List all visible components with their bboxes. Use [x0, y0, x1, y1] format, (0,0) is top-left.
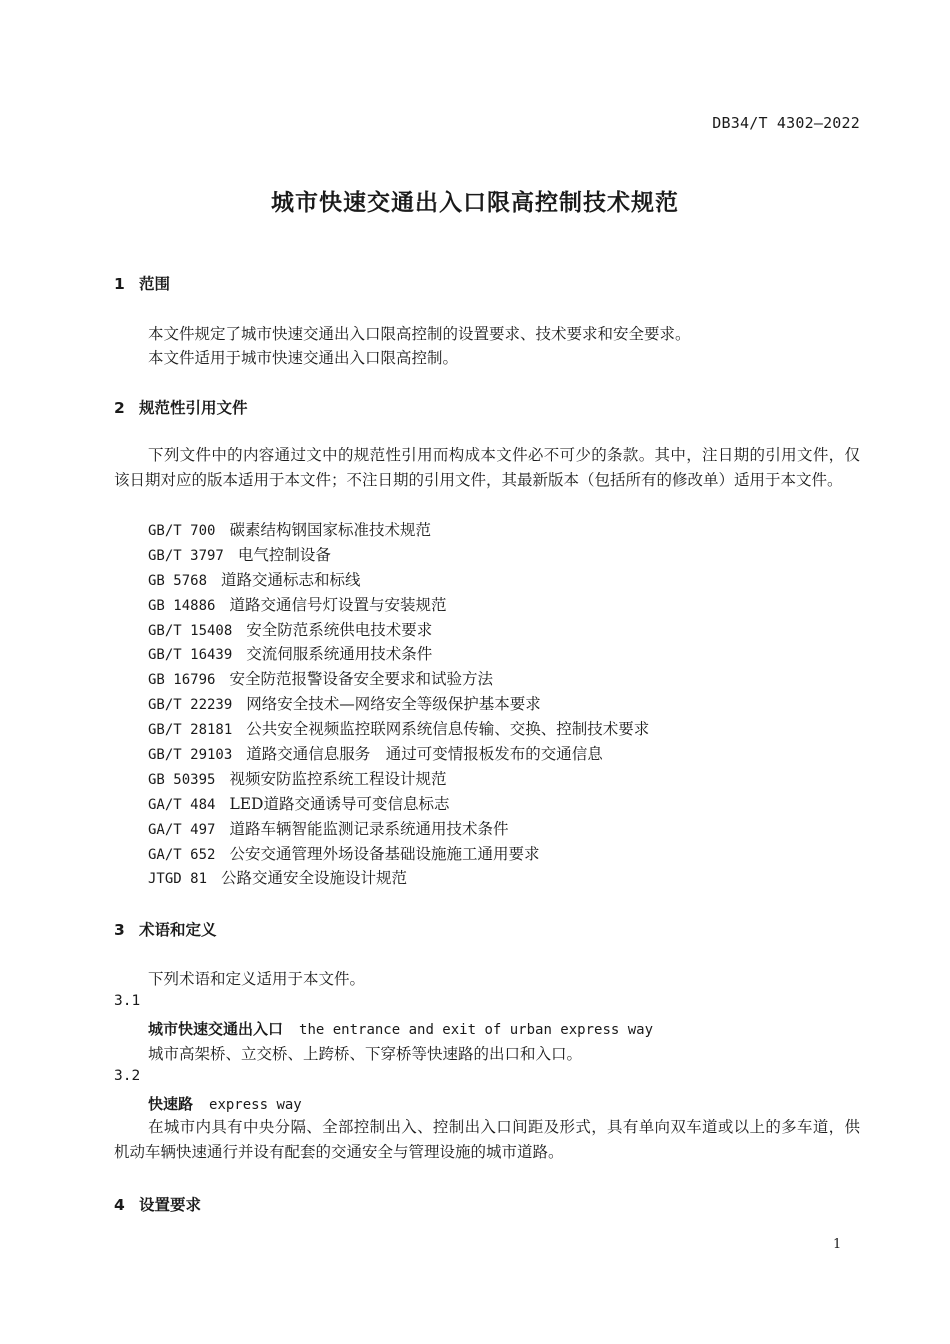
reference-item [148, 618, 649, 643]
reference-title: 道路交通标志和标线 [221, 570, 361, 589]
section-heading-scope [114, 272, 170, 294]
scope-paragraph: 本文件适用于城市快速交通出入口限高控制。 [148, 349, 459, 367]
scope-paragraph: 本文件规定了城市快速交通出入口限高控制的设置要求、技术要求和安全要求。 [148, 325, 691, 343]
reference-code: GB/T 28181 [148, 722, 233, 739]
reference-title: 道路交通信息服务 通过可变情报板发布的交通信息 [246, 745, 603, 764]
reference-code: GB 16796 [148, 672, 216, 689]
document-title: 城市快速交通出入口限高控制技术规范 [271, 190, 679, 216]
term-number: 3.1 [114, 993, 141, 1009]
reference-title: 安全防范报警设备安全要求和试验方法 [229, 670, 493, 689]
section-heading-terms [114, 918, 217, 940]
term-chinese: 城市快速交通出入口 [148, 1020, 284, 1038]
section-number: 3 [114, 921, 125, 939]
reference-title: 碳素结构钢国家标准技术规范 [229, 521, 431, 539]
references-intro-paragraph: 下列文件中的内容通过文中的规范性引用而构成本文件必不可少的条款。其中，注日期的引用文件，仅该日期对应的版本适用于本文件；不注日期的引用文件，其最新版本（包括所有的修改单）适用于本文件。 [114, 446, 860, 489]
reference-code: GB/T 700 [148, 523, 216, 539]
reference-item [148, 642, 649, 667]
term-number: 3.2 [114, 1068, 141, 1084]
section-title: 范围 [139, 275, 171, 293]
section-title: 术语和定义 [139, 921, 217, 939]
reference-code: GA/T 484 [148, 796, 216, 813]
terms-intro: 下列术语和定义适用于本文件。 [148, 970, 366, 988]
reference-code: GA/T 497 [148, 821, 216, 838]
section-heading-setup-requirements [114, 1193, 201, 1215]
reference-code: GB 14886 [148, 597, 216, 614]
reference-item [148, 817, 649, 842]
reference-title: 公共安全视频监控联网系统信息传输、交换、控制技术要求 [246, 720, 650, 739]
page-number: 1 [833, 1237, 842, 1252]
reference-title: 道路车辆智能监测记录系统通用技术条件 [229, 819, 509, 838]
section-title: 设置要求 [139, 1196, 202, 1214]
reference-title: LED道路交通诱导可变信息标志 [229, 794, 450, 813]
reference-code: JTGD 81 [148, 871, 208, 888]
reference-title: 交流伺服系统通用技术条件 [246, 645, 433, 664]
reference-code: GA/T 652 [148, 846, 216, 863]
reference-title: 公路交通安全设施设计规范 [221, 869, 408, 888]
reference-code: GB/T 3797 [148, 547, 224, 564]
term-chinese: 快速路 [148, 1095, 194, 1113]
reference-title: 网络安全技术—网络安全等级保护基本要求 [246, 695, 541, 714]
term-entry [148, 1018, 653, 1039]
reference-item [148, 692, 649, 717]
section-number: 4 [114, 1196, 125, 1214]
section-number: 1 [114, 275, 125, 293]
reference-title: 道路交通信号灯设置与安装规范 [229, 595, 447, 614]
reference-item [148, 767, 649, 792]
term-definition: 城市高架桥、立交桥、上跨桥、下穿桥等快速路的出口和入口。 [148, 1045, 583, 1063]
reference-title: 安全防范系统供电技术要求 [246, 620, 433, 639]
reference-code: GB/T 29103 [148, 747, 233, 764]
reference-item [148, 518, 649, 543]
term-english: the entrance and exit of urban express way [299, 1022, 654, 1038]
reference-code: GB/T 22239 [148, 697, 233, 714]
reference-title: 电气控制设备 [237, 545, 331, 564]
reference-item [148, 842, 649, 867]
section-number: 2 [114, 399, 125, 417]
term-entry [148, 1093, 302, 1114]
reference-title: 公安交通管理外场设备基础设施施工通用要求 [229, 844, 540, 863]
term-definition: 在城市内具有中央分隔、全部控制出入、控制出入口间距及形式，具有单向双车道或以上的多车道，供机动车辆快速通行并设有配套的交通安全与管理设施的城市道路。 [114, 1118, 860, 1161]
reference-code: GB 5768 [148, 572, 208, 589]
reference-item [148, 568, 649, 593]
section-heading-normative-references [114, 396, 248, 418]
reference-list [148, 518, 649, 891]
reference-item [148, 593, 649, 618]
reference-title: 视频安防监控系统工程设计规范 [229, 769, 447, 788]
reference-code: GB/T 16439 [148, 647, 233, 664]
reference-item [148, 866, 649, 891]
term-english: express way [209, 1097, 302, 1113]
section-title: 规范性引用文件 [139, 399, 248, 417]
reference-item [148, 543, 649, 568]
reference-item [148, 792, 649, 817]
reference-item [148, 717, 649, 742]
reference-code: GB/T 15408 [148, 622, 233, 639]
reference-item [148, 667, 649, 692]
reference-item [148, 742, 649, 767]
document-id: DB34/T 4302—2022 [712, 114, 860, 132]
reference-code: GB 50395 [148, 771, 216, 788]
